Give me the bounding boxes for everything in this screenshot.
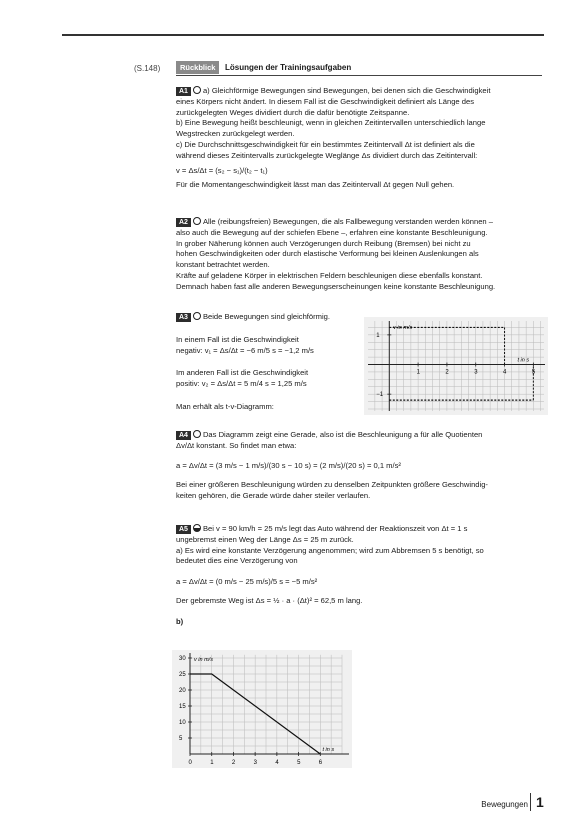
a5-line3: a) Es wird eine konstante Verzögerung angenommen; wird zum Abbremsen 5 s benötigt, so	[176, 545, 484, 555]
page-reference: (S.148)	[134, 64, 161, 73]
x-tick-label: 3	[253, 760, 257, 766]
a5-line1: Bei v = 90 km/h = 25 m/s legt das Auto während der Reaktionszeit von Δt = 1 s	[202, 524, 468, 533]
a4-line2: Δv/Δt konstant. So findet man etwa:	[176, 440, 297, 450]
a4-line3: Bei einer größeren Beschleunigung würden zu denselben Zeitpunkten größere Geschwindig-	[176, 480, 488, 490]
a1-line5: Wegstrecken zurückgelegt werden.	[176, 129, 295, 139]
a3-formula-v1: negativ: v₁ = Δs/Δt = −6 m/5 s = −1,2 m/s	[176, 345, 314, 355]
a5-formula: a = Δv/Δt = (0 m/s − 25 m/s)/5 s = −5 m/s²	[176, 577, 318, 587]
a1-line4: b) Eine Bewegung heißt beschleunigt, wenn in gleichen Zeitintervallen unterschiedlich lange	[176, 118, 486, 128]
x-tick-label: 4	[275, 760, 279, 766]
a1-line3: zurückgelegten Weges dividiert durch die dafür benötigte Zeitspanne.	[176, 107, 410, 117]
a3-block	[176, 312, 376, 413]
x-tick-label: 1	[416, 369, 420, 376]
x-tick-label: 5	[531, 369, 536, 376]
y-tick-label: 15	[179, 704, 186, 710]
a2-block	[176, 217, 546, 293]
x-tick-label: 0	[188, 760, 192, 766]
x-tick-label: 2	[445, 369, 449, 376]
a2-line7: Demnach haben fast alle anderen Bewegungserscheinungen keine konstante Beschleunigung.	[176, 281, 496, 291]
y-axis-label: v in m/s	[194, 657, 213, 663]
y-tick-label: 20	[179, 688, 186, 694]
a4-formula: a = Δv/Δt = (3 m/s − 1 m/s)/(30 s − 10 s) = (2 m/s)/(20 s) = 0,1 m/s²	[176, 460, 401, 470]
x-tick-label: 4	[503, 369, 507, 376]
a5-line5: Der gebremste Weg ist Δs = ½ · a · (Δt)² = 62,5 m lang.	[176, 595, 363, 605]
a3-line6: Man erhält als t-v-Diagramm:	[176, 401, 274, 411]
a3-formula-v2: positiv: v₂ = Δs/Δt = 5 m/4 s = 1,25 m/s	[176, 379, 307, 389]
top-rule	[62, 34, 544, 36]
a1-line1: a) Gleichförmige Bewegungen sind Bewegungen, bei denen sich die Geschwindigkeit	[202, 86, 491, 95]
a1-line8: Für die Momentangeschwindigkeit lässt man das Zeitintervall Δt gegen Null gehen.	[176, 180, 455, 190]
a4-line4: keiten gehören, die Gerade würde daher steiler verlaufen.	[176, 491, 371, 501]
x-axis-label: t in s	[517, 357, 530, 364]
a3-badge: A3	[176, 313, 191, 322]
section-title: Lösungen der Trainingsaufgaben	[225, 63, 352, 72]
difficulty-circle-icon	[193, 312, 201, 320]
a3-tv-chart	[364, 317, 548, 415]
difficulty-circle-icon	[193, 86, 201, 94]
a4-line1: Das Diagramm zeigt eine Gerade, also ist die Beschleunigung a für alle Quotienten	[202, 430, 483, 439]
a4-badge: A4	[176, 431, 191, 440]
a2-line5: konstant betrachtet werden.	[176, 260, 270, 270]
a2-line1: Alle (reibungsfreien) Bewegungen, die als Fallbewegung verstanden werden können –	[202, 217, 493, 226]
a5-block	[176, 524, 546, 628]
a1-block	[176, 86, 546, 191]
page-number: 1	[536, 794, 544, 810]
y-tick-label: 25	[179, 672, 186, 678]
y-axis-label: v in m/s	[393, 325, 413, 331]
x-tick-label: 2	[231, 760, 236, 766]
a5-braking-chart	[172, 650, 352, 768]
y-tick-label: −1	[376, 392, 384, 399]
a3-line1: Beide Bewegungen sind gleichförmig.	[202, 312, 331, 321]
a1-line6: c) Die Durchschnittsgeschwindigkeit für ein bestimmtes Zeitintervall Δt ist definiert als die	[176, 139, 475, 149]
a4-block	[176, 430, 546, 502]
difficulty-half-circle-icon	[193, 524, 201, 532]
footer-divider	[530, 793, 531, 811]
y-tick-label: 1	[376, 332, 380, 339]
y-tick-label: 30	[179, 656, 186, 662]
a5-line4: bedeutet dies eine Verzögerung von	[176, 556, 298, 566]
a1-badge: A1	[176, 87, 191, 96]
a5-part-b: b)	[176, 616, 184, 626]
difficulty-circle-icon	[193, 430, 201, 438]
x-axis-label: t in s	[322, 747, 335, 753]
a2-badge: A2	[176, 218, 191, 227]
x-tick-label: 5	[297, 760, 301, 766]
a1-line2: eines Körpers nicht ändert. In diesem Fall ist die Geschwindigkeit definiert als Länge des	[176, 96, 475, 106]
a5-badge: A5	[176, 525, 191, 534]
x-tick-label: 6	[318, 760, 323, 766]
x-tick-label: 1	[210, 760, 214, 766]
a3-line2: In einem Fall ist die Geschwindigkeit	[176, 334, 299, 344]
a2-line6: Kräfte auf geladene Körper in elektrischen Feldern beschleunigen diese ebenfalls konstant.	[176, 270, 483, 280]
section-badge: Rückblick	[176, 61, 219, 74]
footer-chapter: Bewegungen	[481, 800, 528, 809]
a5-line2: ungebremst einen Weg der Länge Δs = 25 m zurück.	[176, 534, 354, 544]
a1-formula: v = Δs/Δt = (s₂ − s₁)/(t₂ − t₁)	[176, 165, 268, 175]
a2-line2: also auch die Bewegung auf der schiefen Ebene –, erfahren eine konstante Beschleunigung.	[176, 227, 488, 237]
a3-line4: Im anderen Fall ist die Geschwindigkeit	[176, 368, 309, 378]
y-tick-label: 10	[179, 720, 186, 726]
a1-line7: während dieses Zeitintervalls zurückgelegte Weglänge Δs dividiert durch das Zeitintervall:	[176, 150, 478, 160]
y-tick-label: 5	[179, 736, 183, 742]
a2-line3: In grober Näherung können auch Verzögerungen durch Reibung (Bremsen) bei nicht zu	[176, 238, 471, 248]
a2-line4: hohen Geschwindigkeiten oder durch elastische Verformung bei kleinen Auslenkungen als	[176, 249, 479, 259]
difficulty-circle-icon	[193, 217, 201, 225]
x-tick-label: 3	[474, 369, 478, 376]
